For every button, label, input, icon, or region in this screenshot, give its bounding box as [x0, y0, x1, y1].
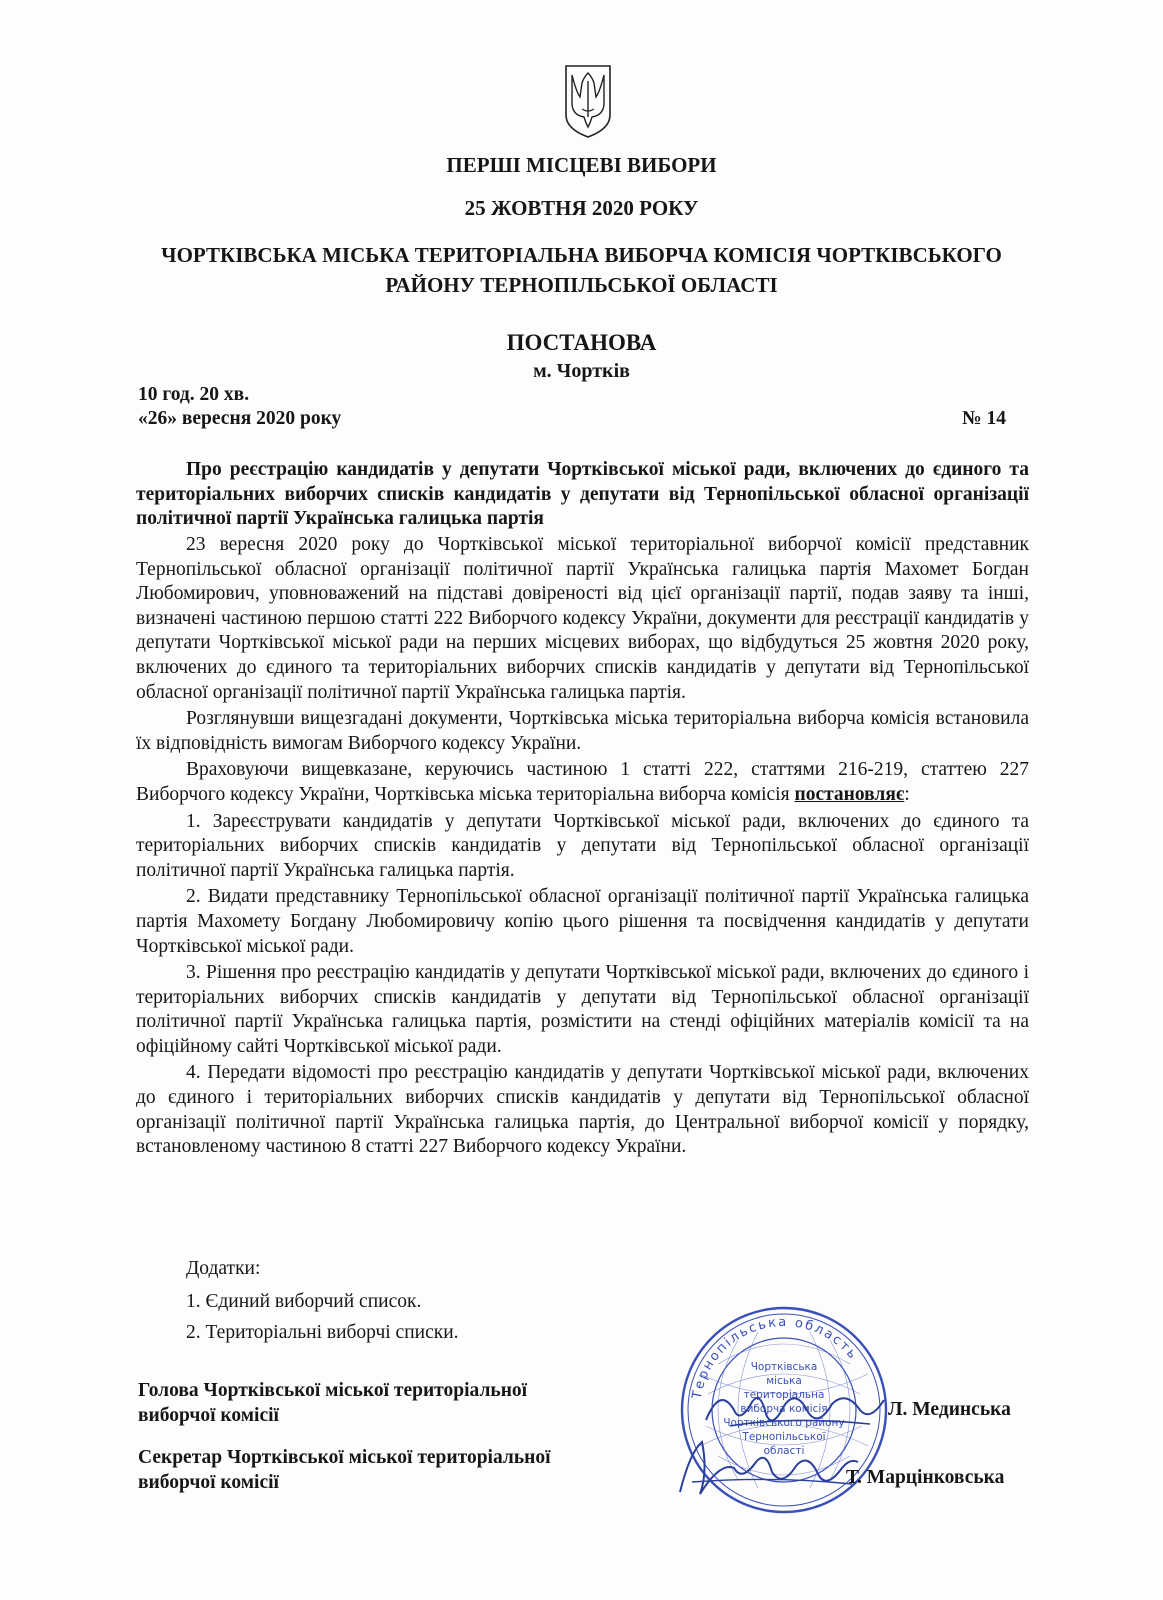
commission-name [0, 240, 1163, 300]
resolution-body [136, 533, 1029, 1160]
secretary-name: Т. Марцінковська [846, 1467, 1005, 1488]
paragraph-resolve [136, 758, 1029, 807]
trident-emblem-icon [562, 63, 614, 139]
stamp-line-5: Чортківського району [723, 1417, 845, 1429]
document-place: м. Чортків [533, 360, 630, 382]
document-type: ПОСТАНОВА [506, 330, 657, 355]
paragraph-review: Розглянувши вищезгадані документи, Чортківська міська територіальна виборча комісія встановила їх відповідність вимогам Виборчого кодексу України. [136, 708, 1029, 754]
decision-item-4: 4. Передати відомості про реєстрацію кандидатів у депутати Чортківської міської ради, включених до єдиного і територіальних виборчих списків кандидатів у депутати від Тернопільської обласної організації політичної партії Українська галицька партія, до Центральної виборчої комісії у порядку, встановленому частиною 8 статті 227 Виборчого кодексу України. [136, 1062, 1029, 1158]
resolution-subject [136, 458, 1029, 532]
election-date: 25 ЖОВТНЯ 2020 РОКУ [464, 196, 699, 220]
chair-title-line1: Голова Чортківської міської територіальної [138, 1380, 528, 1401]
stamp-line-2: міська [766, 1375, 802, 1387]
secretary-title [138, 1445, 551, 1495]
chair-signature [700, 1380, 890, 1440]
stamp-line-6: Тернопільської [742, 1431, 826, 1443]
commission-name-line1: ЧОРТКІВСЬКА МІСЬКА ТЕРИТОРІАЛЬНА ВИБОРЧА КОМІСІЯ ЧОРТКІВСЬКОГО [161, 243, 1002, 267]
resolution-number: № 14 [962, 408, 1006, 429]
secretary-title-line1: Секретар Чортківської міської територіальної [138, 1447, 551, 1468]
stamp-line-1: Чортківська [750, 1361, 818, 1373]
stamp-outer-text: Тернопільська область [689, 1314, 861, 1401]
secretary-signature [672, 1432, 862, 1502]
attachment-item-1: 1. Єдиний виборчий список. [186, 1291, 422, 1312]
resolve-keyword: постановляє [794, 783, 905, 805]
paragraph-submission: 23 вересня 2020 року до Чортківської міської територіальної виборчої комісії представник Тернопільської обласної організації політичної партії Українська галицька партія Махомет Богдан Любомирович, уповноважений на підставі довіреності від цієї організації партії, подав заяву та інші, визначені частиною першою статті 222 Виборчого кодексу України, документи для реєстрації кандидатів у депутати Чортківської міської ради на перших місцевих виборах, що відбудуться 25 жовтня 2020 року, включених до єдиного та територіальних виборчих списків кандидатів у депутати від Тернопільської обласної організації політичної партії Українська галицька партія. [136, 534, 1029, 703]
decision-item-1: 1. Зареєструвати кандидатів у депутати Чортківської міської ради, включених до єдиного та територіальних виборчих списків кандидатів у депутати від Тернопільської обласної організації політичної партії Українська галицька партія. [136, 810, 1029, 881]
stamp-line-3: територіальна [743, 1389, 825, 1401]
resolution-time: 10 год. 20 хв. [138, 384, 250, 405]
commission-name-line2: РАЙОНУ ТЕРНОПІЛЬСЬКОЇ ОБЛАСТІ [385, 273, 778, 297]
stamp-line-4: виборча комісія [740, 1403, 828, 1415]
decision-item-3: 3. Рішення про реєстрацію кандидатів у депутати Чортківської міської ради, включених до єдиного і територіальних виборчих списків кандидатів у депутати від Тернопільської обласної організації політичної партії Українська галицька партія, розмістити на стенді офіційних матеріалів комісії та на офіційному сайті Чортківської міської ради. [136, 962, 1029, 1057]
subject-text: Про реєстрацію кандидатів у депутати Чортківської міської ради, включених до єдиного та територіальних виборчих списків кандидатів у депутати від Тернопільської обласної організації політичної партії Українська галицька партія [136, 459, 1029, 530]
resolve-lead-text: Враховуючи вищевказане, керуючись частиною 1 статті 222, статтями 216-219, статтею 227 Виборчого кодексу України, Чортківська міська територіальна виборча комісія [136, 759, 1029, 805]
chair-title [138, 1378, 527, 1428]
secretary-title-line2: виборчої комісії [138, 1472, 279, 1493]
attachment-item-2: 2. Територіальні виборчі списки. [186, 1322, 459, 1343]
stamp-line-7: області [763, 1445, 805, 1457]
chair-name: Л. Мединська [888, 1399, 1011, 1420]
election-title: ПЕРШІ МІСЦЕВІ ВИБОРИ [446, 153, 717, 177]
decision-item-2: 2. Видати представнику Тернопільської обласної організації політичної партії Українська галицька партія Махомету Богдану Любомировичу копію цього рішення та посвідчення кандидатів у депутати Чортківської міської ради. [136, 886, 1029, 957]
attachments-label: Додатки: [186, 1258, 261, 1279]
chair-title-line2: виборчої комісії [138, 1405, 279, 1426]
resolution-date: «26» вересня 2020 року [138, 408, 342, 429]
resolve-colon: : [904, 783, 910, 805]
